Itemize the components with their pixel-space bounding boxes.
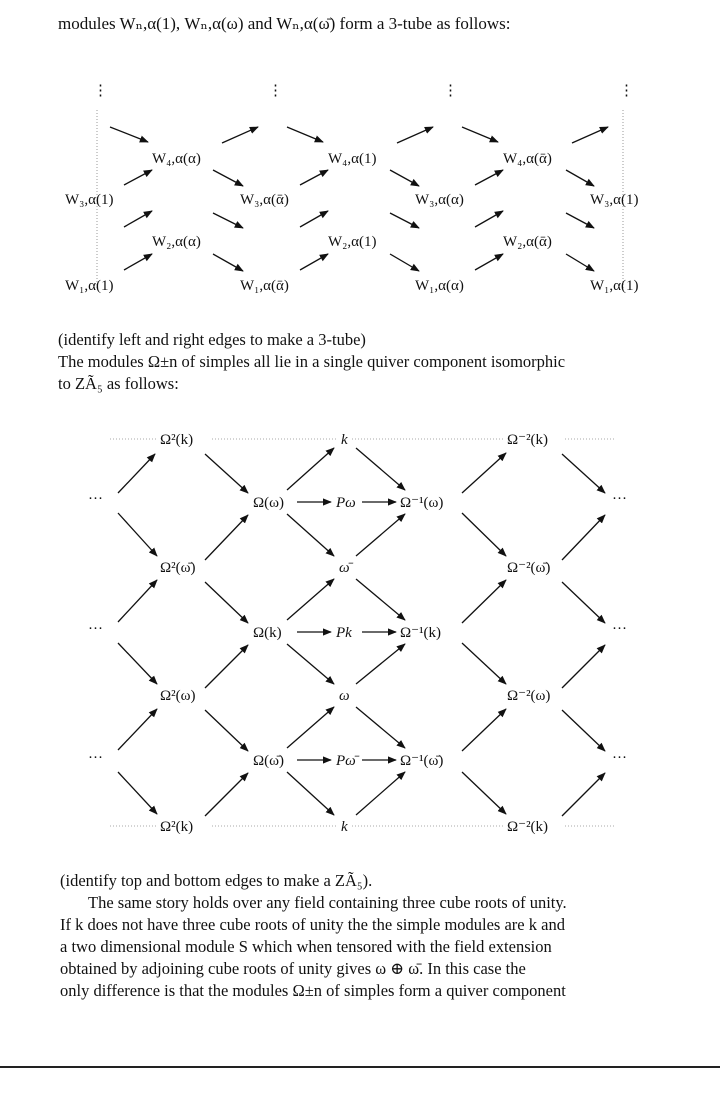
tube-arrow xyxy=(462,127,498,142)
tube-arrow xyxy=(222,127,258,143)
tube-dots: ⋮ xyxy=(93,83,108,99)
quiver-arrow xyxy=(356,707,405,748)
tube-arrow xyxy=(390,213,419,228)
quiver-arrow xyxy=(562,645,605,688)
quiver-ellipsis: ··· xyxy=(88,750,103,766)
quiver-arrow xyxy=(118,513,157,556)
quiver-arrow xyxy=(562,515,605,560)
quiver-arrow xyxy=(462,453,506,493)
quiver-ellipsis: ··· xyxy=(88,491,103,507)
quiver-node: k xyxy=(341,819,348,835)
quiver-ellipsis: ··· xyxy=(612,491,627,507)
quiver-arrow xyxy=(118,580,157,622)
quiver-arrow xyxy=(356,579,405,620)
quiver-arrow xyxy=(462,643,506,684)
tube-diagram xyxy=(65,83,639,294)
tube-arrow xyxy=(572,127,608,143)
text-line: (identify top and bottom edges to make a ZÃ₅). xyxy=(60,871,373,890)
tube-node: W₃,α(α) xyxy=(415,192,464,208)
tube-arrow xyxy=(475,170,503,185)
text-line: a two dimensional module S which when tensored with the field extension xyxy=(60,937,552,956)
tube-arrow xyxy=(124,211,152,227)
tube-arrow xyxy=(124,170,152,185)
quiver-node: Ω⁻²(k) xyxy=(507,432,549,448)
quiver-arrow xyxy=(562,710,605,751)
quiver-node: Ω(ω) xyxy=(253,495,285,511)
tube-arrow xyxy=(390,170,419,186)
tube-arrow xyxy=(390,254,419,271)
quiver-arrow xyxy=(287,644,334,684)
tube-arrow xyxy=(110,127,148,142)
quiver-node: Ω²(ω̄) xyxy=(160,560,196,576)
tube-dots: ⋮ xyxy=(268,83,283,99)
middle-paragraph xyxy=(58,329,678,395)
quiver-node: Ω²(k) xyxy=(160,819,194,835)
quiver-node: Ω⁻²(k) xyxy=(507,819,549,835)
quiver-arrow xyxy=(287,448,334,490)
quiver-node: Pk xyxy=(336,625,352,641)
quiver-node: Ω⁻²(ω) xyxy=(507,688,551,704)
quiver-arrow xyxy=(205,710,248,751)
quiver-arrow xyxy=(462,513,506,556)
tube-arrow xyxy=(213,254,243,271)
quiver-arrow xyxy=(205,582,248,623)
tube-node: W₄,α(α) xyxy=(152,151,201,167)
quiver-ellipsis: ··· xyxy=(612,621,627,637)
tube-node: W₁,α(1) xyxy=(590,278,639,294)
quiver-ellipsis: ··· xyxy=(88,621,103,637)
tube-arrow xyxy=(300,211,328,227)
quiver-arrow xyxy=(287,579,334,620)
quiver-node: Pω xyxy=(336,495,356,511)
text-line: obtained by adjoining cube roots of unity gives ω ⊕ ω̄. In this case the xyxy=(60,959,526,978)
quiver-node: ω̄ xyxy=(339,560,350,576)
text-line: If k does not have three cube roots of unity the the simple modules are k and xyxy=(60,915,565,934)
tube-arrow xyxy=(300,254,328,270)
quiver-arrow xyxy=(462,772,506,814)
quiver-arrow xyxy=(118,454,155,493)
tube-dots: ⋮ xyxy=(619,83,634,99)
quiver-arrow xyxy=(562,582,605,623)
quiver-arrow xyxy=(205,515,248,560)
quiver-arrow xyxy=(287,514,334,556)
intro-sentence: modules Wₙ,α(1), Wₙ,α(ω) and Wₙ,α(ω̄) form a 3-tube as follows: xyxy=(58,14,511,33)
text-line: to ZÃ₅ as follows: xyxy=(58,374,179,393)
tube-arrow xyxy=(124,254,152,270)
tube-arrow xyxy=(213,170,243,186)
quiver-node: k xyxy=(341,432,348,448)
quiver-node: Ω⁻¹(k) xyxy=(400,625,442,641)
quiver-arrow xyxy=(562,773,605,816)
quiver-node: Ω²(k) xyxy=(160,432,194,448)
quiver-arrow xyxy=(118,643,157,684)
quiver-node: Ω⁻¹(ω) xyxy=(400,495,444,511)
quiver-arrow xyxy=(118,709,157,750)
tube-arrow xyxy=(566,170,594,186)
quiver-arrow xyxy=(356,772,405,815)
tube-arrow xyxy=(475,211,503,227)
quiver-arrow xyxy=(356,448,405,490)
tube-arrow xyxy=(287,127,323,142)
page-bottom-rule xyxy=(0,1066,720,1068)
quiver-arrow xyxy=(356,644,405,684)
text-line: The same story holds over any field containing three cube roots of unity. xyxy=(88,893,567,912)
quiver-arrow xyxy=(205,645,248,688)
tube-node: W₃,α(ᾱ) xyxy=(240,192,289,208)
tube-node: W₃,α(1) xyxy=(65,192,114,208)
tube-node: W₂,α(α) xyxy=(152,234,201,250)
text-line: (identify left and right edges to make a 3-tube) xyxy=(58,330,366,349)
quiver-arrow xyxy=(205,454,248,493)
quiver-arrow xyxy=(118,772,157,814)
quiver-node: Ω(k) xyxy=(253,625,282,641)
tube-node: W₂,α(1) xyxy=(328,234,377,250)
quiver-arrow xyxy=(205,773,248,816)
quiver-node: Ω⁻¹(ω̄) xyxy=(400,753,444,769)
quiver-arrow xyxy=(562,454,605,493)
tube-arrow xyxy=(213,213,243,228)
quiver-ellipsis: ··· xyxy=(612,750,627,766)
quiver-node: Ω(ω̄) xyxy=(253,753,285,769)
text-line: only difference is that the modules Ω±n of simples form a quiver component xyxy=(60,981,566,1000)
quiver-arrow xyxy=(287,707,334,748)
quiver-node: Ω²(ω) xyxy=(160,688,196,704)
tube-node: W₄,α(1) xyxy=(328,151,377,167)
closing-paragraph xyxy=(60,870,670,1002)
text-line: The modules Ω±n of simples all lie in a single quiver component isomorphic xyxy=(58,352,566,371)
tube-node: W₁,α(ᾱ) xyxy=(240,278,289,294)
quiver-node: Ω⁻²(ω̄) xyxy=(507,560,551,576)
tube-node: W₁,α(1) xyxy=(65,278,114,294)
tube-dots: ⋮ xyxy=(443,83,458,99)
quiver-arrow xyxy=(287,772,334,815)
tube-arrow xyxy=(475,254,503,270)
tube-arrow xyxy=(566,213,594,228)
tube-node: W₃,α(1) xyxy=(590,192,639,208)
tube-node: W₄,α(ᾱ) xyxy=(503,151,552,167)
tube-node: W₁,α(α) xyxy=(415,278,464,294)
tube-arrow xyxy=(397,127,433,143)
quiver-diagram xyxy=(88,432,627,835)
quiver-node: Pω̄ xyxy=(336,753,356,769)
quiver-arrow xyxy=(462,580,506,623)
quiver-arrow xyxy=(462,709,506,751)
quiver-node: ω xyxy=(339,688,350,704)
quiver-arrow xyxy=(356,514,405,556)
tube-arrow xyxy=(300,170,328,185)
tube-node: W₂,α(ᾱ) xyxy=(503,234,552,250)
tube-arrow xyxy=(566,254,594,271)
